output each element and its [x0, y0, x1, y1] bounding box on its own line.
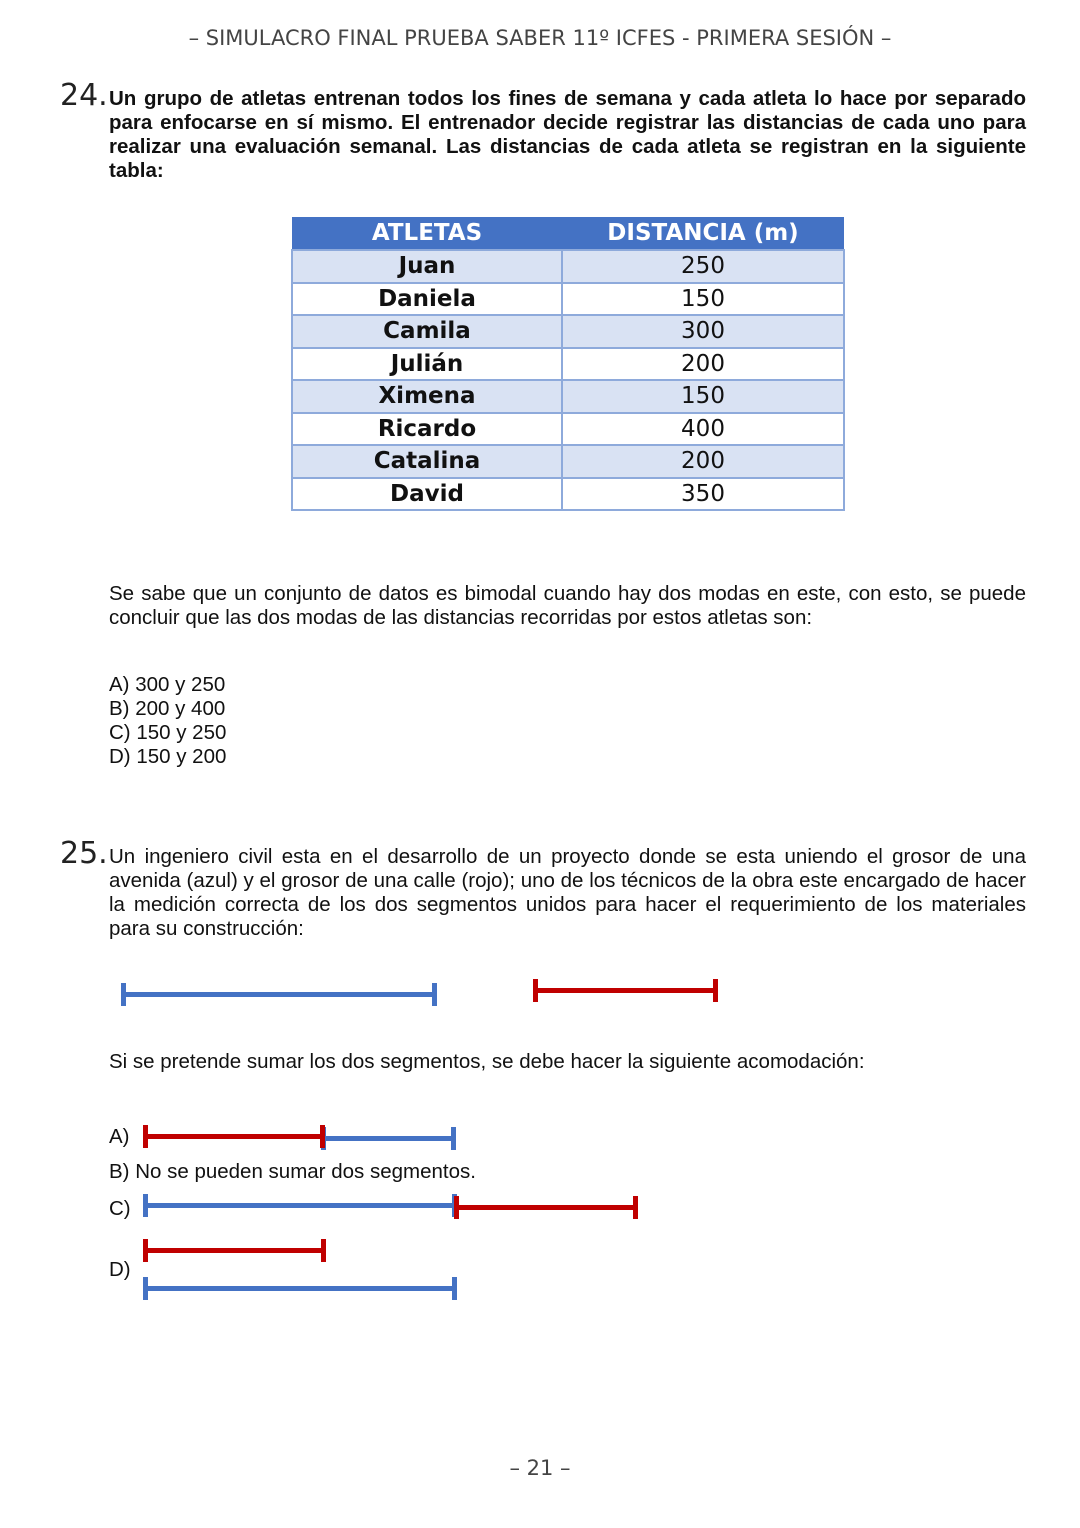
- question-25-prompt: Si se pretende sumar los dos segmentos, se debe hacer la siguiente acomodación:: [109, 1050, 865, 1073]
- athlete-name: Juan: [292, 250, 562, 283]
- athlete-name: Ricardo: [292, 413, 562, 446]
- athlete-name: Julián: [292, 348, 562, 381]
- table-row: [292, 478, 844, 511]
- question-number-25: 25.: [60, 836, 108, 871]
- athlete-name: David: [292, 478, 562, 511]
- question-25-statement: Un ingeniero civil esta en el desarrollo de un proyecto donde se esta uniendo el grosor de una avenida (azul) y el grosor de una calle (rojo); uno de los técnicos de la obra este encargado de hacer la medición correcta de los dos segmentos unidos para hacer el requerimiento de los materiales para su construcción:: [109, 845, 1026, 940]
- street-segment-red: [535, 988, 716, 993]
- athlete-distance: 200: [562, 445, 844, 478]
- table-row: [292, 250, 844, 283]
- option-c-blue-segment: [145, 1203, 455, 1208]
- option-d[interactable]: D): [109, 1258, 131, 1281]
- athlete-name: Ximena: [292, 380, 562, 413]
- option-d-blue-segment: [145, 1286, 455, 1291]
- table-row: [292, 413, 844, 446]
- option-a-blue-segment: [323, 1136, 454, 1141]
- table-row: [292, 380, 844, 413]
- athlete-distance: 350: [562, 478, 844, 511]
- athlete-distance: 250: [562, 250, 844, 283]
- question-number-24: 24.: [60, 78, 108, 113]
- athletes-table: [291, 217, 845, 511]
- athlete-distance: 400: [562, 413, 844, 446]
- page-number: – 21 –: [509, 1456, 571, 1480]
- table-row: [292, 348, 844, 381]
- option-c[interactable]: C) 150 y 250: [109, 721, 227, 744]
- option-a[interactable]: A) 300 y 250: [109, 673, 226, 696]
- table-row: [292, 445, 844, 478]
- avenue-segment-blue: [123, 992, 435, 997]
- question-24-prompt: Se sabe que un conjunto de datos es bimodal cuando hay dos modas en este, con esto, se puede concluir que las dos modas de las distancias recorridas por estos atletas son:: [109, 582, 1026, 629]
- option-b[interactable]: B) 200 y 400: [109, 697, 226, 720]
- athlete-distance: 200: [562, 348, 844, 381]
- option-a[interactable]: A): [109, 1125, 130, 1148]
- table-row: [292, 283, 844, 316]
- page-header: – SIMULACRO FINAL PRUEBA SABER 11º ICFES - PRIMERA SESIÓN –: [188, 26, 892, 50]
- option-b[interactable]: B) No se pueden sumar dos segmentos.: [109, 1160, 476, 1183]
- athlete-distance: 150: [562, 380, 844, 413]
- table-row: [292, 315, 844, 348]
- athlete-distance: 150: [562, 283, 844, 316]
- option-c[interactable]: C): [109, 1197, 131, 1220]
- option-c-red-segment: [456, 1205, 636, 1210]
- athlete-name: Catalina: [292, 445, 562, 478]
- question-24-statement: Un grupo de atletas entrenan todos los fines de semana y cada atleta lo hace por separado para enfocarse en sí mismo. El entrenador decide registrar las distancias de cada uno para realizar una evaluación semanal. Las distancias de cada atleta se registran en la siguiente tabla:: [109, 87, 1026, 182]
- athlete-distance: 300: [562, 315, 844, 348]
- column-header-distance: DISTANCIA (m): [562, 217, 844, 250]
- option-a-red-segment: [145, 1134, 323, 1139]
- column-header-athletes: ATLETAS: [292, 217, 562, 250]
- option-d-red-segment: [145, 1248, 324, 1253]
- option-d[interactable]: D) 150 y 200: [109, 745, 227, 768]
- athlete-name: Camila: [292, 315, 562, 348]
- athlete-name: Daniela: [292, 283, 562, 316]
